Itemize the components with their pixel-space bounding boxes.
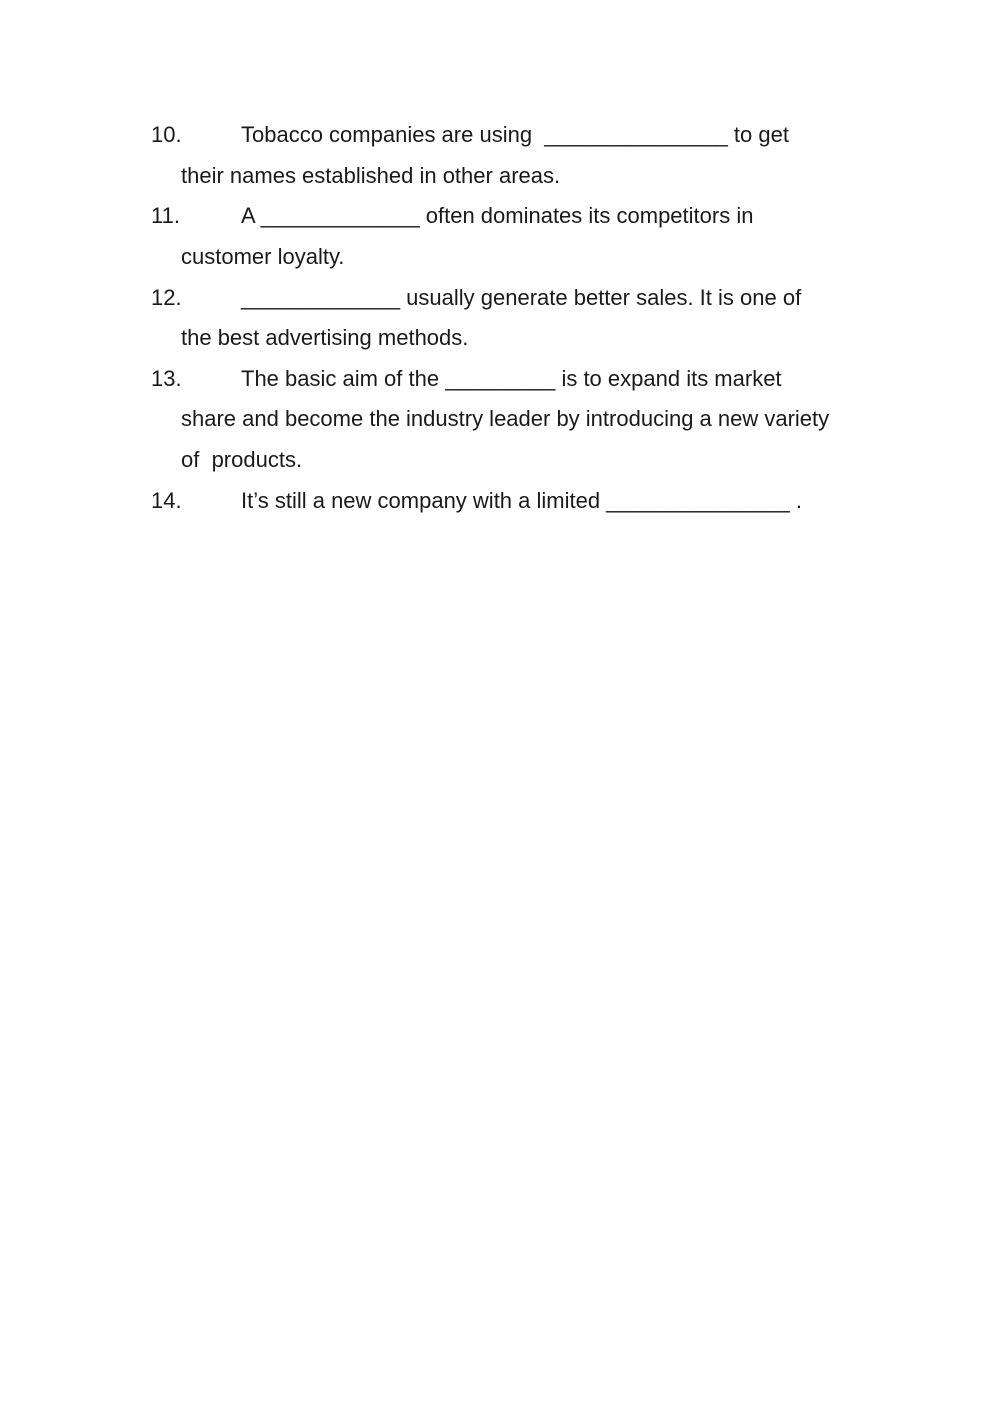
question-number: 12. xyxy=(151,285,182,310)
question-text-line: The basic aim of the _________ is to expand its market xyxy=(241,366,782,391)
question-text-line: the best advertising methods. xyxy=(181,325,469,350)
question-text-line: share and become the industry leader by introducing a new variety xyxy=(181,406,830,431)
question-text-line: _____________ usually generate better sales. It is one of xyxy=(241,285,802,310)
question-number: 14. xyxy=(151,488,182,513)
question-text-line: their names established in other areas. xyxy=(181,163,561,188)
question-number: 13. xyxy=(151,366,182,391)
question-text-line: of products. xyxy=(181,447,303,472)
question-number: 10. xyxy=(151,122,182,147)
question-text-line: Tobacco companies are using _______________ to get xyxy=(241,122,789,147)
question-text-line: customer loyalty. xyxy=(181,244,345,269)
question-number: 11. xyxy=(151,203,180,228)
question-text-line: A _____________ often dominates its competitors in xyxy=(241,203,754,228)
question-text-line: It’s still a new company with a limited _______________ . xyxy=(241,488,802,513)
